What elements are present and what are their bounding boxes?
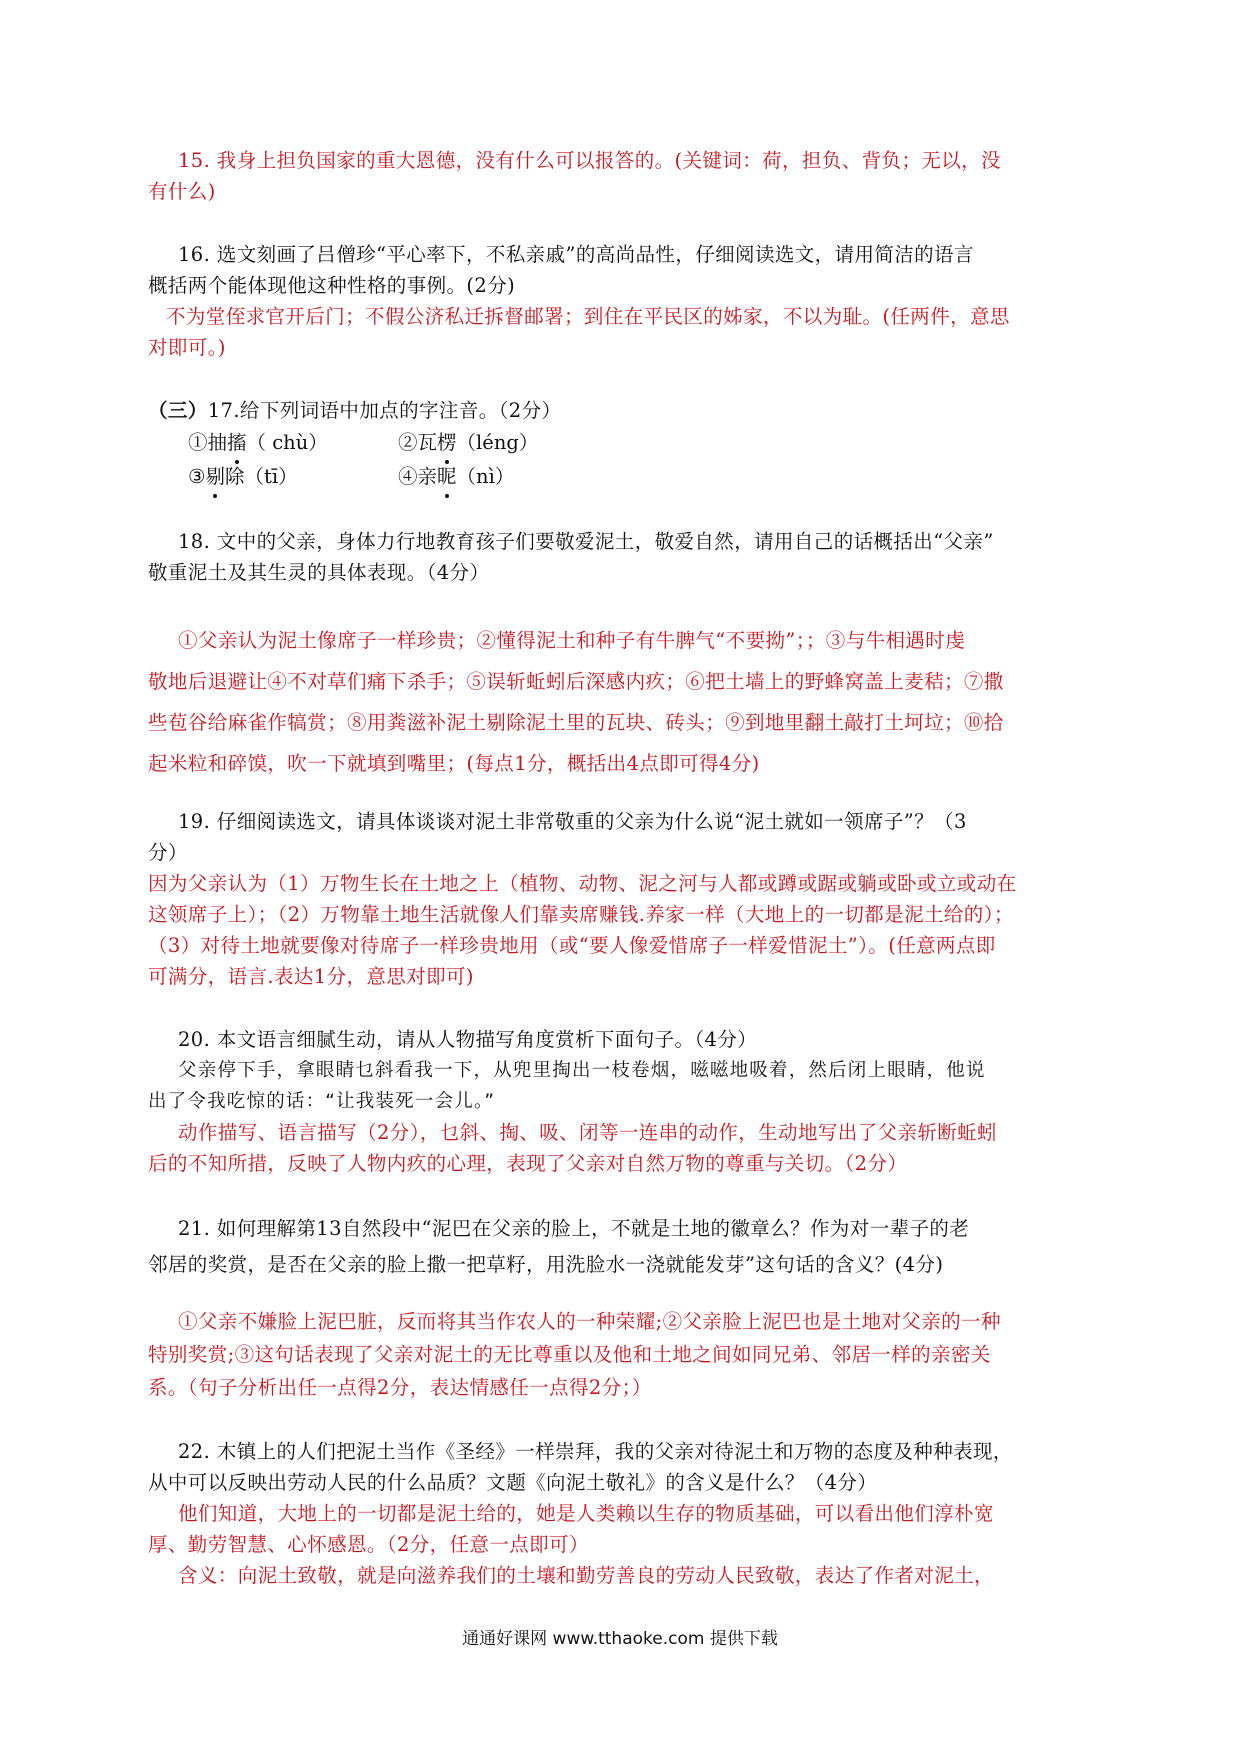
q18-answer-line: 起米粒和碎馍，吹一下就填到嘴里；(每点1分，概括出4点即可得4分) (148, 752, 760, 775)
q17-item: ④亲昵（nì） (398, 460, 514, 494)
q16-answer (148, 301, 1098, 363)
q15-answer (148, 145, 1098, 207)
q22-question (148, 1436, 1098, 1498)
q22-answer-line: 厚、勤劳智慧、心怀感恩。（2分，任意一点即可） (148, 1533, 589, 1556)
q17-block (148, 395, 1098, 494)
q17-row (148, 460, 1098, 494)
q16-question (148, 239, 1098, 301)
q16-question-line: 概括两个能体现他这种性格的事例。(2分) (148, 274, 516, 297)
q19-answer-line: 因为父亲认为（1）万物生长在土地之上（植物、动物、泥之河与人都或蹲或踞或躺或卧或立或动在 (148, 872, 1017, 895)
q15-answer-line: 有什么) (148, 180, 216, 203)
q21-answer (148, 1305, 1098, 1404)
q15-answer-line: 15. 我身上担负国家的重大恩德，没有什么可以报答的。(关键词：荷，担负、背负；无以，没 (178, 149, 1001, 172)
q20-quote-line: 父亲停下手，拿眼睛乜斜看我一下，从兜里掏出一枝卷烟，嗞嗞地吸着，然后闭上眼睛，他说 (178, 1060, 986, 1081)
q17-question: 17.给下列词语中加点的字注音。（2分） (207, 399, 562, 422)
q21-question-line: 邻居的奖赏，是否在父亲的脸上撒一把草籽，用洗脸水一浇就能发芽”这句话的含义？(4分) (148, 1253, 944, 1276)
q17-row (148, 426, 1098, 460)
document-body (148, 145, 1098, 1591)
q20-quote (148, 1055, 1098, 1117)
q18-answer-line: 敬地后退避让④不对草们痛下杀手；⑤误斩蚯蚓后深感内疚；⑥把土墙上的野蜂窝盖上麦秸；⑦撒 (148, 670, 1004, 693)
q20-answer-line: 后的不知所措，反映了人物内疚的心理，表现了父亲对自然万物的尊重与关切。（2分） (148, 1152, 908, 1175)
q18-question-line: 18. 文中的父亲，身体力行地教育孩子们要敬爱泥土，敬爱自然，请用自己的话概括出“父亲” (178, 530, 994, 553)
q18-question-line: 敬重泥土及其生灵的具体表现。（4分） (148, 561, 490, 584)
q22-answer-line: 他们知道，大地上的一切都是泥土给的，她是人类赖以生存的物质基础，可以看出他们淳朴宽 (178, 1502, 994, 1525)
q16-answer-line: 对即可。) (148, 336, 226, 359)
q22-answer (148, 1498, 1098, 1591)
q19-answer-line: 这领席子上）；（2）万物靠土地生活就像人们靠卖席赚钱.养家一样（大地上的一切都是泥土给的）； (148, 903, 1014, 926)
q21-answer-line: ①父亲不嫌脸上泥巴脏，反而将其当作农人的一种荣耀;②父亲脸上泥巴也是土地对父亲的一种 (178, 1310, 1001, 1333)
q18-question (148, 526, 1098, 588)
q17-item: ①抽搐（ chù） (188, 426, 398, 460)
q16-answer-line: 不为堂侄求官开后门；不假公济私迁拆督邮署；到住在平民区的姊家，不以为耻。(任两件，意思 (166, 305, 1010, 328)
q21-question-line: 21. 如何理解第13自然段中“泥巴在父亲的脸上，不就是土地的徽章么？作为对一辈子的老 (178, 1217, 970, 1240)
section-label: （三） (148, 399, 208, 422)
q21-answer-line: 特别奖赏;③这句话表现了父亲对泥土的无比尊重以及他和土地之间如同兄弟、邻居一样的亲密关 (148, 1343, 991, 1366)
q21-answer-line: 系。（句子分析出任一点得2分，表达情感任一点得2分；） (148, 1376, 652, 1399)
q17-item: ②瓦楞（léng） (398, 426, 538, 460)
q19-question (148, 806, 1098, 868)
q20-quote-line: 出了令我吃惊的话：“让我装死一会儿。” (148, 1091, 496, 1112)
q17-item: ③剔除（tī） (188, 460, 398, 494)
q20-answer (148, 1117, 1098, 1179)
q22-question-line: 从中可以反映出劳动人民的什么品质？文题《向泥土敬礼》的含义是什么？（4分） (148, 1471, 878, 1494)
q16-question-line: 16. 选文刻画了吕僧珍“平心率下，不私亲戚”的高尚品性，仔细阅读选文，请用简洁的语言 (178, 243, 974, 266)
q18-answer-line: 些苞谷给麻雀作犒赏；⑧用粪滋补泥土剔除泥土里的瓦块、砖头；⑨到地里翻土敲打土坷垃；⑩拾 (148, 711, 1004, 734)
q18-answer-line: ①父亲认为泥土像席子一样珍贵；②懂得泥土和种子有牛脾气“不要拗”；；③与牛相遇时虔 (178, 629, 966, 652)
q22-answer-line: 含义：向泥土致敬，就是向滋养我们的土壤和勤劳善良的劳动人民致敬，表达了作者对泥土， (178, 1564, 994, 1587)
q19-question-line: 分） (148, 841, 188, 864)
q19-answer (148, 868, 1098, 992)
q19-answer-line: 可满分，语言.表达1分，意思对即可) (148, 965, 474, 988)
q19-question-line: 19. 仔细阅读选文，请具体谈谈对泥土非常敬重的父亲为什么说“泥土就如一领席子”？（3 (178, 810, 967, 833)
q21-question (148, 1211, 1098, 1283)
q22-question-line: 22. 木镇上的人们把泥土当作《圣经》一样崇拜，我的父亲对待泥土和万物的态度及种种表现， (178, 1440, 1013, 1463)
q20-question: 20. 本文语言细腻生动，请从人物描写角度赏析下面句子。（4分） (178, 1028, 758, 1051)
q20-answer-line: 动作描写、语言描写（2分），乜斜、掏、吸、闭等一连串的动作，生动地写出了父亲斩断蚯蚓 (178, 1121, 997, 1144)
page-footer: 通通好课网 www.tthaoke.com 提供下载 (462, 1629, 778, 1649)
q19-answer-line: （3）对待土地就要像对待席子一样珍贵地用（或“要人像爱惜席子一样爱惜泥土”）。(任意两点即 (148, 934, 996, 957)
q18-answer (148, 620, 1098, 784)
